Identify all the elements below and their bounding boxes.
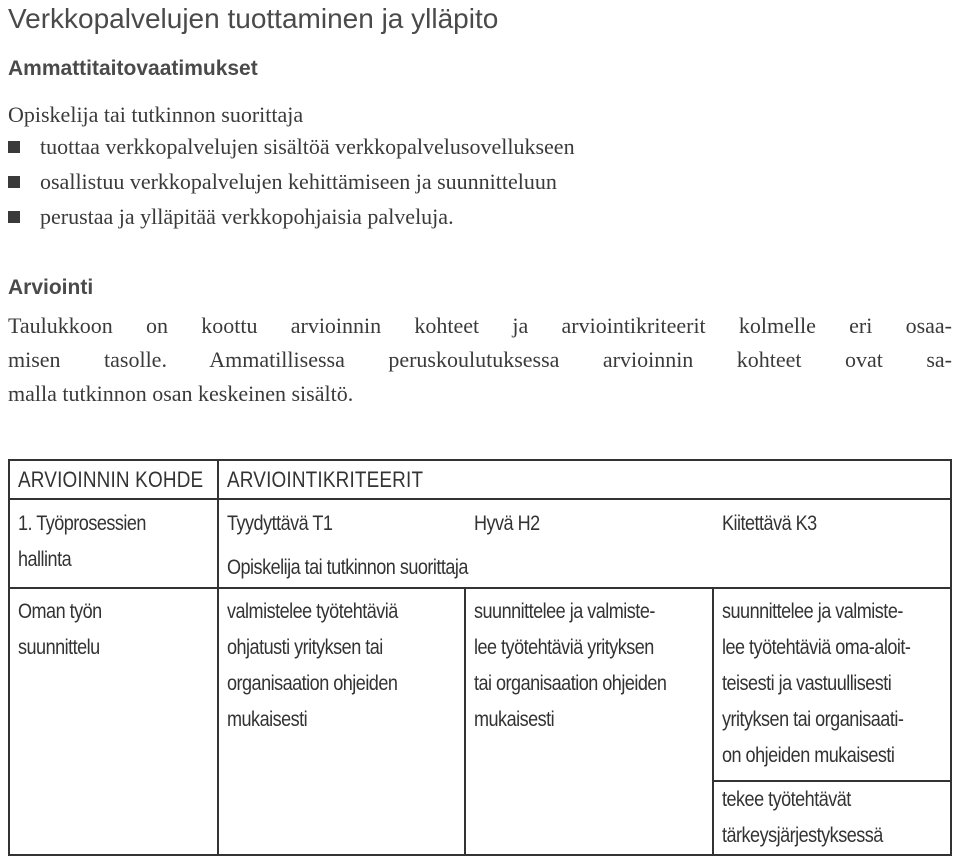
- criteria-h2: suunnittelee ja valmiste- lee työtehtäviä yrityksen tai organisaation ohjeiden mukaisesti: [474, 600, 667, 731]
- row-target: Oman työn suunnittelu: [18, 600, 102, 659]
- competence-item: tuottaa verkkopalvelujen sisältöä verkkopalvelusovellukseen: [8, 129, 575, 164]
- competence-heading: Ammattitaitovaatimukset: [8, 57, 258, 80]
- assessment-line: malla tutkinnon osan keskeinen sisältö.: [8, 381, 354, 406]
- square-bullet-icon: [8, 211, 20, 223]
- square-bullet-icon: [8, 141, 20, 153]
- criteria-t1: valmistelee työtehtäviä ohjatusti yrityksen tai organisaation ohjeiden mukaisesti: [227, 600, 398, 731]
- level-k3: Kiitettävä K3: [722, 512, 817, 535]
- assessment-line: misen tasolle. Ammatillisessa peruskoulutuksessa arvioinnin kohteet ovat sa-: [8, 347, 952, 372]
- assessment-paragraph: [8, 309, 952, 411]
- square-bullet-icon: [8, 176, 20, 188]
- table-rule: [8, 587, 952, 589]
- column-header-target: ARVIOINNIN KOHDE: [18, 467, 204, 492]
- assessment-heading: Arviointi: [8, 276, 94, 299]
- level-h2: Hyvä H2: [474, 512, 540, 535]
- criteria-k3: suunnittelee ja valmiste- lee työtehtäviä oma-aloit- teisesti ja vastuullisesti yrityksen tai organisaati- on ohjeiden mukaisesti: [722, 600, 911, 767]
- level-t1: Tyydyttävä T1: [227, 512, 333, 535]
- table-rule: [712, 587, 714, 856]
- table-rule: [464, 587, 466, 856]
- competence-intro: Opiskelija tai tutkinnon suorittaja: [8, 102, 304, 127]
- competence-item: perustaa ja ylläpitää verkkopohjaisia palveluja.: [8, 199, 575, 234]
- competence-list: [8, 129, 575, 234]
- table-rule: [8, 498, 952, 500]
- competence-item: osallistuu verkkopalvelujen kehittämiseen ja suunnitteluun: [8, 164, 575, 199]
- criteria-subject: Opiskelija tai tutkinnon suorittaja: [227, 556, 468, 579]
- criteria-k3: tekee työtehtävät tärkeysjärjestyksessä: [722, 788, 883, 847]
- table-rule: [217, 459, 219, 856]
- column-header-criteria: ARVIOINTIKRITEERIT: [227, 467, 424, 492]
- assessment-line: Taulukkoon on koottu arvioinnin kohteet ja arviointikriteerit kolmelle eri osaa-: [8, 313, 952, 338]
- table-rule: [950, 459, 952, 856]
- table-rule: [8, 459, 952, 461]
- table-rule: [8, 459, 10, 856]
- page-title: Verkkopalvelujen tuottaminen ja ylläpito: [8, 3, 499, 34]
- section-label: 1. Työprosessien hallinta: [18, 512, 146, 571]
